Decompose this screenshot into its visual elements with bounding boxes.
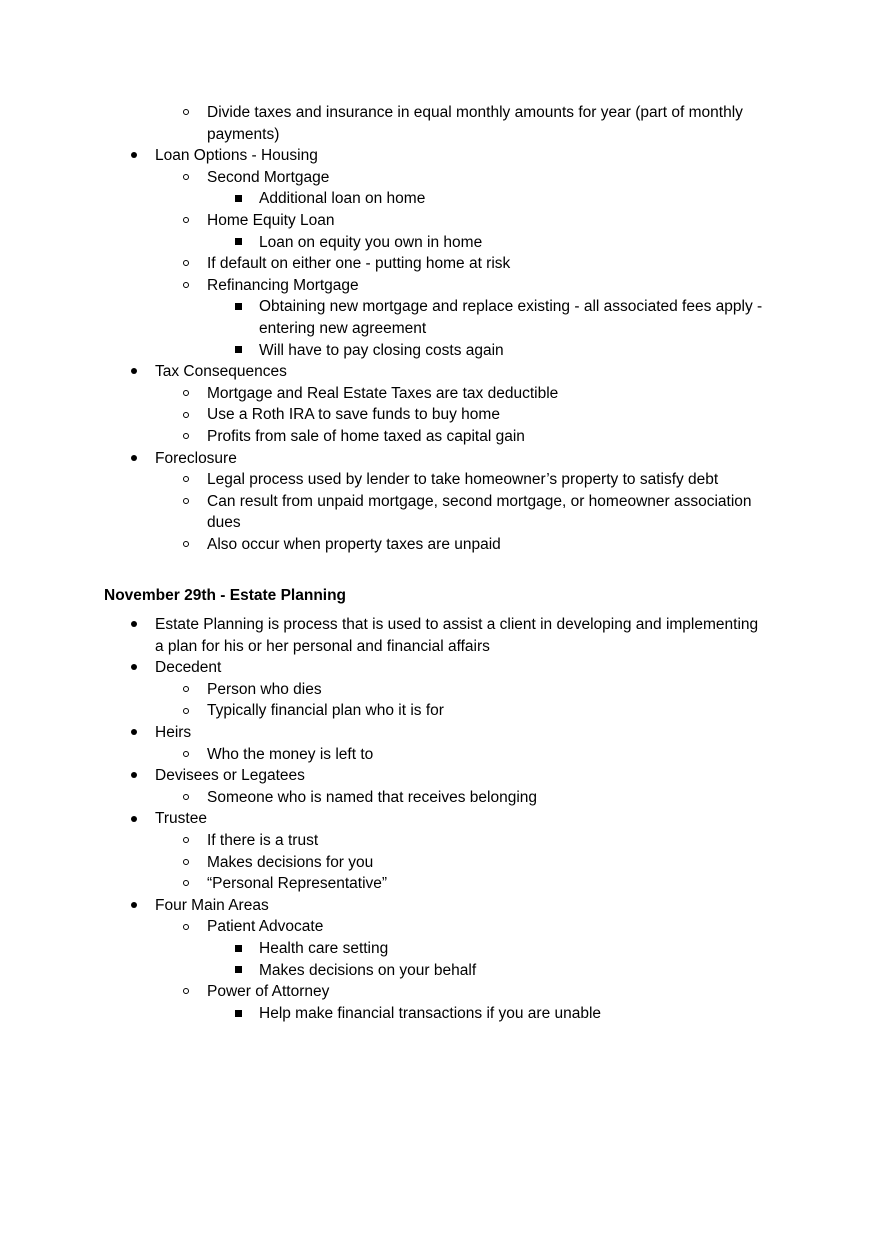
square-bullet-icon (231, 340, 245, 362)
list-item: Refinancing Mortgage (0, 275, 880, 297)
list-item: Heirs (0, 722, 880, 744)
list-item-continuation: dues (207, 514, 241, 532)
list-item-continuation: payments) (207, 125, 280, 143)
circle-bullet-icon (179, 167, 193, 189)
disc-bullet-icon (127, 448, 141, 470)
list-item: Use a Roth IRA to save funds to buy home (0, 404, 880, 426)
circle-bullet-icon (179, 426, 193, 448)
square-bullet-icon (231, 960, 245, 982)
circle-bullet-icon (179, 744, 193, 766)
disc-bullet-icon (127, 145, 141, 167)
list-item: Decedent (0, 657, 880, 679)
list-item: Four Main Areas (0, 895, 880, 917)
circle-bullet-icon (179, 700, 193, 722)
circle-bullet-icon (179, 852, 193, 874)
circle-bullet-icon (179, 210, 193, 232)
list-item: Mortgage and Real Estate Taxes are tax deductible (0, 383, 880, 405)
list-item: Devisees or Legatees (0, 765, 880, 787)
circle-bullet-icon (179, 534, 193, 556)
square-bullet-icon (231, 1003, 245, 1025)
list-item: “Personal Representative” (0, 873, 880, 895)
disc-bullet-icon (127, 722, 141, 744)
circle-bullet-icon (179, 873, 193, 895)
circle-bullet-icon (179, 469, 193, 491)
circle-bullet-icon (179, 383, 193, 405)
list-item: Legal process used by lender to take homeowner’s property to satisfy debt (0, 469, 880, 491)
disc-bullet-icon (127, 765, 141, 787)
list-item: Foreclosure (0, 448, 880, 470)
disc-bullet-icon (127, 361, 141, 383)
circle-bullet-icon (179, 253, 193, 275)
circle-bullet-icon (179, 275, 193, 297)
list-item: Divide taxes and insurance in equal monthly amounts for year (part of monthly (0, 102, 880, 124)
circle-bullet-icon (179, 102, 193, 124)
circle-bullet-icon (179, 916, 193, 938)
list-item-continuation: entering new agreement (259, 320, 427, 337)
list-item: Trustee (0, 808, 880, 830)
list-item: Typically financial plan who it is for (0, 700, 880, 722)
list-item: Can result from unpaid mortgage, second mortgage, or homeowner association (0, 491, 880, 513)
disc-bullet-icon (127, 895, 141, 917)
square-bullet-icon (231, 296, 245, 318)
list-item: Also occur when property taxes are unpaid (0, 534, 880, 556)
list-item: Tax Consequences (0, 361, 880, 383)
list-item: Someone who is named that receives belonging (0, 787, 880, 809)
list-item: If default on either one - putting home at risk (0, 253, 880, 275)
square-bullet-icon (231, 232, 245, 254)
list-item: Additional loan on home (0, 188, 880, 210)
list-item: Profits from sale of home taxed as capital gain (0, 426, 880, 448)
square-bullet-icon (231, 938, 245, 960)
list-item: Second Mortgage (0, 167, 880, 189)
list-item: Health care setting (0, 938, 880, 960)
list-item: Power of Attorney (0, 981, 880, 1003)
list-item: Person who dies (0, 679, 880, 701)
circle-bullet-icon (179, 491, 193, 513)
list-item: Estate Planning is process that is used to assist a client in developing and implementing (0, 614, 880, 636)
list-item: Help make financial transactions if you are unable (0, 1003, 880, 1025)
circle-bullet-icon (179, 787, 193, 809)
list-item-continuation: a plan for his or her personal and financial affairs (155, 637, 490, 655)
list-item: Obtaining new mortgage and replace existing - all associated fees apply - (0, 296, 880, 318)
list-item: Makes decisions for you (0, 852, 880, 874)
list-item: Who the money is left to (0, 744, 880, 766)
circle-bullet-icon (179, 830, 193, 852)
disc-bullet-icon (127, 614, 141, 636)
disc-bullet-icon (127, 657, 141, 679)
circle-bullet-icon (179, 981, 193, 1003)
square-bullet-icon (231, 188, 245, 210)
list-item: Loan on equity you own in home (0, 232, 880, 254)
list-item: Patient Advocate (0, 916, 880, 938)
circle-bullet-icon (179, 679, 193, 701)
list-item: Will have to pay closing costs again (0, 340, 880, 362)
list-item: Home Equity Loan (0, 210, 880, 232)
section-heading: November 29th - Estate Planning (104, 587, 347, 604)
list-item: Makes decisions on your behalf (0, 960, 880, 982)
list-item: Loan Options - Housing (0, 145, 880, 167)
circle-bullet-icon (179, 404, 193, 426)
list-item: If there is a trust (0, 830, 880, 852)
disc-bullet-icon (127, 808, 141, 830)
